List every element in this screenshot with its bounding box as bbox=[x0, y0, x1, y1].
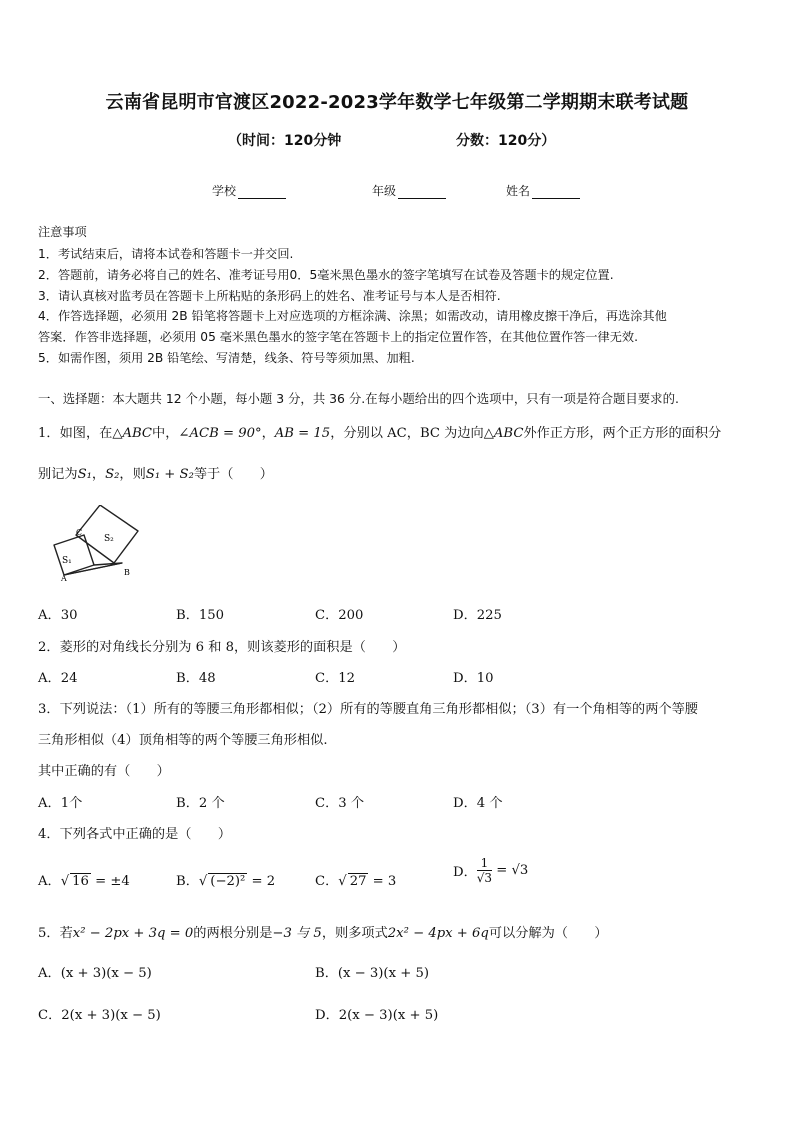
q2-option-a: A．24 bbox=[38, 671, 78, 686]
q1-text: 1．如图，在 bbox=[38, 426, 113, 441]
exam-title: 云南省昆明市官渡区2022-2023学年数学七年级第二学期期末联考试题 bbox=[105, 92, 689, 113]
q5-option-b: B．(x − 3)(x + 5) bbox=[315, 966, 429, 981]
section-heading: 一、选择题：本大题共 12 个小题，每小题 3 分，共 36 分.在每小题给出的四个选项中，只有一项是符合题目要求的. bbox=[38, 391, 679, 406]
q1-text: 等于（ ） bbox=[193, 467, 273, 482]
question-1-line-1 bbox=[38, 422, 721, 441]
q1-triangle: △ABC bbox=[483, 426, 524, 441]
q4-a-label: A． bbox=[38, 874, 61, 889]
q5-option-a: A．(x + 3)(x − 5) bbox=[38, 966, 152, 981]
name-field bbox=[506, 182, 580, 199]
question-2: 2．菱形的对角线长分别为 6 和 8，则该菱形的面积是（ ） bbox=[38, 640, 406, 655]
q5-option-c: C．2(x + 3)(x − 5) bbox=[38, 1008, 161, 1023]
q4-b-rest: = 2 bbox=[247, 874, 276, 889]
q3-option-a: A．1个 bbox=[38, 796, 83, 811]
q1-option-d: D．225 bbox=[453, 608, 502, 623]
question-5 bbox=[38, 922, 608, 941]
q2-option-d: D．10 bbox=[453, 671, 494, 686]
question-1-line-2 bbox=[38, 463, 273, 482]
q1-sum: S₁ + S₂ bbox=[145, 467, 194, 482]
school-blank bbox=[238, 186, 286, 199]
q3-option-c: C．3 个 bbox=[315, 796, 365, 811]
q4-d-denominator: √3 bbox=[476, 871, 493, 885]
school-label: 学校 bbox=[212, 184, 237, 198]
q1-text: ，则 bbox=[119, 467, 146, 482]
q4-d-rest: = √3 bbox=[492, 863, 529, 878]
q4-c-rest: = 3 bbox=[368, 874, 397, 889]
note-item: 1．考试结束后，请将本试卷和答题卡一并交回. bbox=[38, 247, 294, 261]
q5-option-d: D．2(x − 3)(x + 5) bbox=[315, 1008, 439, 1023]
q5-equation: x² − 2px + 3q = 0 bbox=[72, 926, 194, 941]
question-4: 4．下列各式中正确的是（ ） bbox=[38, 827, 232, 842]
q4-c-radicand: 27 bbox=[349, 874, 367, 889]
q1-option-a: A．30 bbox=[38, 608, 78, 623]
q1-text: ， bbox=[261, 426, 275, 441]
q4-option-a: A．√ 16 = ±4 bbox=[38, 874, 130, 889]
q3-option-b: B．2 个 bbox=[176, 796, 225, 811]
q4-b-radicand: (−2)² bbox=[210, 874, 246, 889]
note-item: 3．请认真核对监考员在答题卡上所粘贴的条形码上的姓名、准考证号与本人是否相符. bbox=[38, 289, 501, 303]
q4-option-c: C．√ 27 = 3 bbox=[315, 874, 397, 889]
q5-polynomial: 2x² − 4px + 6q bbox=[387, 926, 489, 941]
q5-text: 的两根分别是 bbox=[193, 926, 273, 941]
q5-roots: −3 与 5 bbox=[272, 926, 322, 941]
square-s1 bbox=[54, 535, 94, 575]
note-item: 2．答题前，请务必将自己的姓名、准考证号用0．5毫米黑色墨水的签字笔填写在试卷及答题卡的规定位置. bbox=[38, 268, 614, 282]
school-field bbox=[212, 182, 286, 199]
q1-s2: S₂ bbox=[105, 467, 120, 482]
q5-text: 可以分解为（ ） bbox=[488, 926, 608, 941]
grade-field bbox=[372, 182, 446, 199]
q1-text: ， bbox=[91, 467, 106, 482]
q5-text: ，则多项式 bbox=[321, 926, 388, 941]
q1-angle: ∠ACB = 90° bbox=[178, 426, 262, 441]
q4-option-b: B．√ (−2)² = 2 bbox=[176, 874, 276, 889]
q1-figure bbox=[36, 505, 146, 583]
q2-option-b: B．48 bbox=[176, 671, 216, 686]
q1-option-c: C．200 bbox=[315, 608, 364, 623]
fig-label-b: B bbox=[124, 568, 130, 577]
q4-a-rest: = ±4 bbox=[90, 874, 130, 889]
q1-option-b: B．150 bbox=[176, 608, 225, 623]
q1-text: 外作正方形，两个正方形的面积分 bbox=[523, 426, 722, 441]
grade-blank bbox=[398, 186, 446, 199]
notes-heading: 注意事项 bbox=[38, 225, 87, 239]
q1-text: ，分别以 AC，BC 为边向 bbox=[330, 426, 484, 441]
q4-c-label: C． bbox=[315, 874, 339, 889]
question-3-line-1: 3．下列说法：（1）所有的等腰三角形都相似；（2）所有的等腰直角三角形都相似；（3）有一个角相等的两个等腰 bbox=[38, 702, 698, 717]
question-3-line-2: 三角形相似（4）顶角相等的两个等腰三角形相似. bbox=[38, 733, 328, 748]
q4-d-label: D． bbox=[453, 865, 477, 880]
q4-a-radicand: 16 bbox=[72, 874, 89, 889]
q4-d-fraction bbox=[477, 856, 492, 885]
fig-label-a: A bbox=[61, 574, 67, 583]
q4-b-label: B． bbox=[176, 874, 199, 889]
exam-time: （时间：120分钟 bbox=[228, 133, 342, 149]
q1-triangle: △ABC bbox=[112, 426, 153, 441]
fig-label-s1: S₁ bbox=[62, 556, 72, 566]
q1-text: 别记为 bbox=[38, 467, 78, 482]
q4-option-d bbox=[453, 856, 528, 885]
q1-text: 中， bbox=[152, 426, 179, 441]
fig-label-s2: S₂ bbox=[104, 534, 114, 544]
note-item: 4．作答选择题，必须用 2B 铅笔将答题卡上对应选项的方框涂满、涂黑；如需改动，请用橡皮擦干净后，再选涂其他 bbox=[38, 309, 667, 323]
grade-label: 年级 bbox=[372, 184, 397, 198]
note-item: 5．如需作图，须用 2B 铅笔绘、写清楚，线条、符号等须加黑、加粗. bbox=[38, 351, 415, 365]
q2-option-c: C．12 bbox=[315, 671, 356, 686]
note-item: 答案．作答非选择题，必须用 05 毫米黑色墨水的签字笔在答题卡上的指定位置作答，在其他位置作答一律无效. bbox=[38, 330, 638, 344]
fig-label-c: C bbox=[76, 528, 83, 537]
q4-d-numerator: 1 bbox=[477, 856, 492, 871]
name-label: 姓名 bbox=[506, 184, 531, 198]
q1-ab: AB = 15 bbox=[274, 426, 331, 441]
exam-score: 分数：120分） bbox=[456, 133, 556, 149]
name-blank bbox=[532, 186, 580, 199]
question-3-line-3: 其中正确的有（ ） bbox=[38, 764, 170, 779]
q3-option-d: D．4 个 bbox=[453, 796, 503, 811]
q5-text: 5．若 bbox=[38, 926, 73, 941]
q1-s1: S₁ bbox=[77, 467, 92, 482]
